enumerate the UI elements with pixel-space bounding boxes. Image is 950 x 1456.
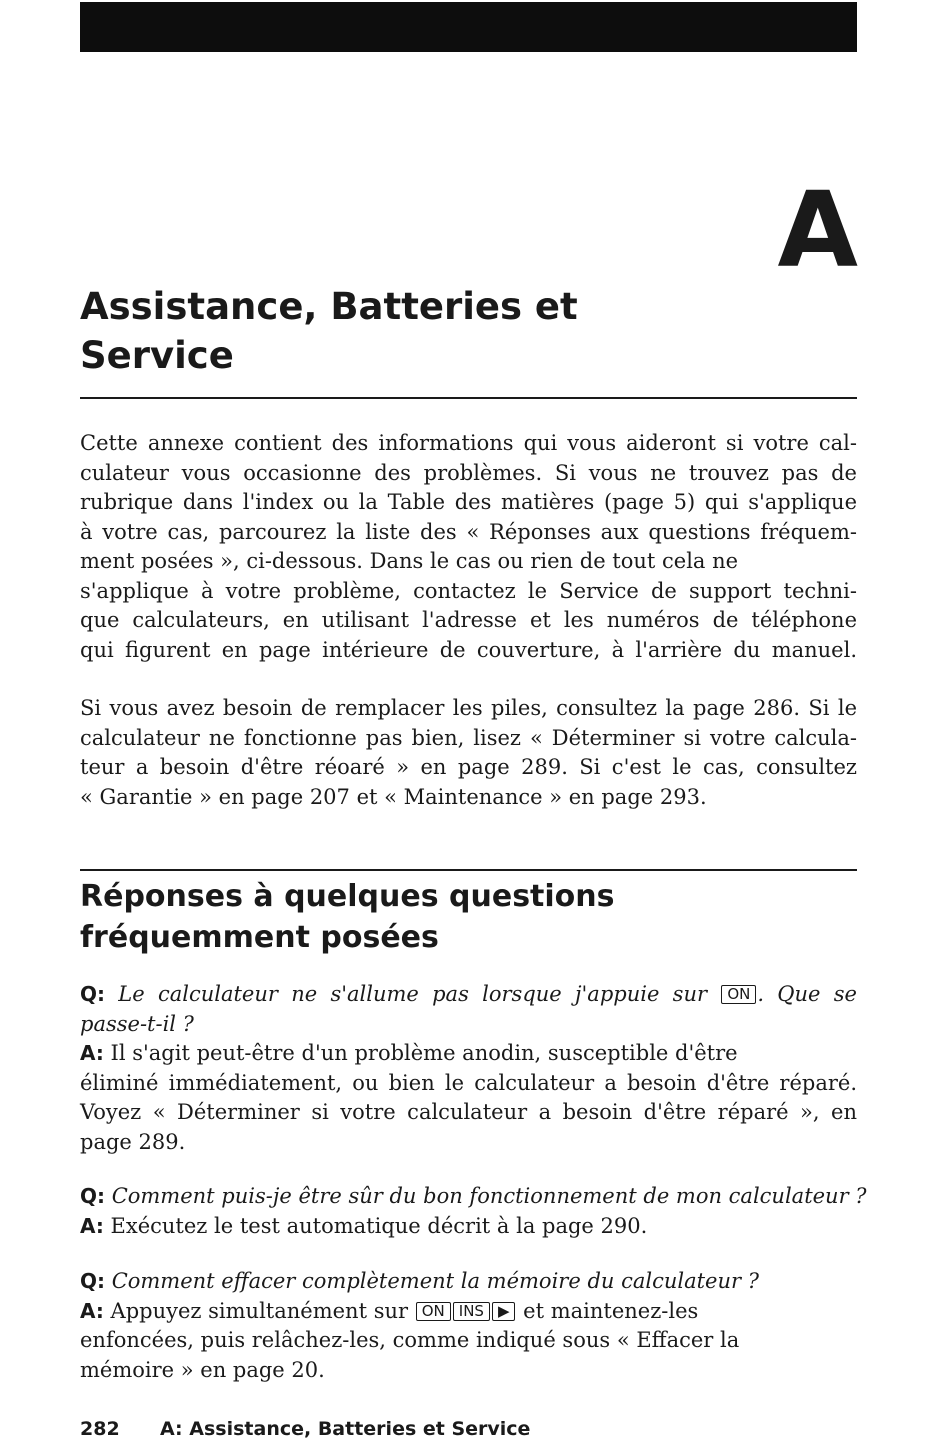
right-arrow-key: ▶: [492, 1302, 516, 1321]
header-bar: [80, 2, 857, 52]
answer-label: A:: [80, 1213, 104, 1238]
ins-key: INS: [453, 1302, 490, 1321]
question-label: Q:: [80, 1269, 105, 1293]
question-line: [80, 980, 857, 1010]
section-title-line: fréquemment posées: [80, 920, 439, 955]
faq-item: [80, 1182, 867, 1241]
question-text: Comment effacer complètement la mémoire du calculateur ?: [111, 1269, 759, 1293]
text-line: à votre cas, parcourez la liste des « Réponses aux questions fréquem-: [80, 519, 857, 544]
title-rule: [80, 397, 857, 399]
faq-item: [80, 1267, 857, 1385]
question-line: [80, 1267, 857, 1297]
running-title: A: Assistance, Batteries et Service: [160, 1418, 531, 1440]
text-line: ment posées », ci-dessous. Dans le cas ou rien de tout cela ne: [80, 549, 739, 573]
text-line: « Garantie » en page 207 et « Maintenance » en page 293.: [80, 784, 707, 809]
appendix-letter: A: [777, 169, 858, 291]
question-text: Le calculateur ne s'allume pas lorsque j'appuie sur: [118, 982, 708, 1006]
section-title: [80, 876, 780, 958]
chapter-title-line: Service: [80, 334, 234, 377]
answer-line: mémoire » en page 20.: [80, 1357, 325, 1382]
faq-item: [80, 980, 857, 1157]
text-line: Si vous avez besoin de remplacer les piles, consultez la page 286. Si le: [80, 696, 857, 720]
answer-line: enfoncées, puis relâchez-les, comme indiqué sous « Effacer la: [80, 1328, 740, 1352]
text-line: calculateur ne fonctionne pas bien, lisez « Déterminer si votre calcula-: [80, 725, 857, 750]
question-label: Q:: [80, 982, 105, 1006]
on-key: ON: [721, 985, 756, 1004]
answer-text: Exécutez le test automatique décrit à la page 290.: [110, 1213, 648, 1238]
answer-label: A:: [80, 1298, 104, 1323]
answer-line: éliminé immédiatement, ou bien le calculateur a besoin d'être réparé.: [80, 1070, 857, 1095]
section-title-line: Réponses à quelques questions: [80, 879, 615, 914]
question-line: [80, 1182, 867, 1212]
intro-paragraph-2: [80, 694, 857, 812]
section-rule: [80, 869, 857, 871]
answer-text: et maintenez-les: [523, 1298, 699, 1323]
question-label: Q:: [80, 1184, 105, 1208]
on-key: ON: [416, 1302, 451, 1321]
answer-line: Voyez « Déterminer si votre calculateur a besoin d'être réparé », en: [80, 1100, 857, 1124]
intro-paragraph: [80, 429, 857, 665]
text-line: rubrique dans l'index ou la Table des matières (page 5) qui s'applique: [80, 490, 857, 514]
text-line: qui figurent en page intérieure de couverture, à l'arrière du manuel.: [80, 637, 857, 662]
text-line: que calculateurs, en utilisant l'adresse et les numéros de téléphone: [80, 608, 857, 632]
question-line: passe-t-il ?: [80, 1011, 194, 1036]
answer-line: [80, 1297, 857, 1327]
answer-text: Appuyez simultanément sur: [110, 1298, 409, 1323]
question-text: Comment puis-je être sûr du bon fonctionnement de mon calculateur ?: [111, 1184, 867, 1208]
text-line: s'applique à votre problème, contactez le Service de support techni-: [80, 578, 857, 603]
answer-text: Il s'agit peut-être d'un problème anodin, susceptible d'être: [110, 1041, 738, 1065]
chapter-title: [80, 282, 780, 380]
text-line: culateur vous occasionne des problèmes. Si vous ne trouvez pas de: [80, 460, 857, 485]
text-line: Cette annexe contient des informations qui vous aideront si votre cal-: [80, 431, 857, 455]
page-number: 282: [80, 1418, 120, 1440]
chapter-title-line: Assistance, Batteries et: [80, 285, 578, 328]
page-footer: [80, 1418, 530, 1440]
question-text: . Que se: [757, 982, 857, 1006]
answer-label: A:: [80, 1041, 104, 1065]
answer-line: [80, 1212, 857, 1242]
text-line: teur a besoin d'être réoaré » en page 289. Si c'est le cas, consultez: [80, 755, 857, 779]
answer-line: page 289.: [80, 1129, 186, 1154]
answer-line: [80, 1039, 857, 1069]
